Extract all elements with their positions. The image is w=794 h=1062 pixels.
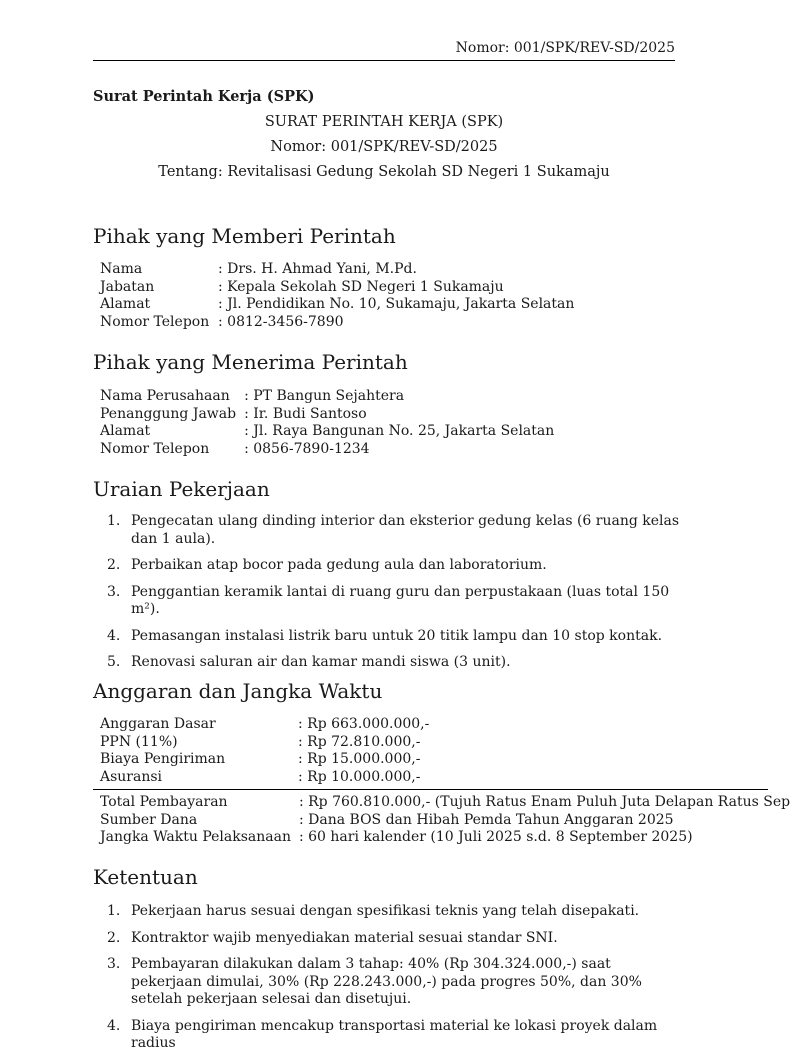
row-label: Jangka Waktu Pelaksanaan [100,829,291,845]
table-row [96,794,794,812]
section-heading-uraian: Uraian Pekerjaan [93,477,270,501]
list-item [93,628,683,646]
row-label: PPN (11%) [100,733,178,750]
row-value: : Rp 72.810.000,- [298,733,421,750]
row-label: Anggaran Dasar [100,716,216,732]
row-value: : Jl. Raya Bangunan No. 25, Jakarta Selatan [244,423,555,439]
row-value: : 60 hari kalender (10 Juli 2025 s.d. 8 September 2025) [298,829,693,845]
table-row [96,279,578,297]
item-number: 3. [107,956,121,972]
item-text: Pekerjaan harus sesuai dengan spesifikasi teknis yang telah disepakati. [131,903,640,919]
row-value: : Dana BOS dan Hibah Pemda Tahun Anggaran 2025 [298,811,674,828]
row-label: Alamat [100,296,151,312]
row-label: Penanggung Jawab [100,405,237,422]
title-line-1: SURAT PERINTAH KERJA (SPK) [264,114,504,130]
section-heading-penerima: Pihak yang Menerima Perintah [93,350,408,374]
item-text: Kontraktor wajib menyediakan material sesuai standar SNI. [131,929,558,946]
table-row [96,769,433,787]
header-rule [93,60,675,61]
item-text: Renovasi saluran air dan kamar mandi siswa (3 unit). [131,654,511,670]
list-item [93,513,683,548]
list-item [93,1018,683,1053]
list-item [93,956,683,1009]
table-row [96,751,433,769]
ketentuan-list [93,903,683,1062]
row-label: Nama Perusahaan [100,388,230,404]
penerima-table [96,388,558,458]
item-text: Perbaikan atap bocor pada gedung aula dan laboratorium. [131,557,547,573]
row-value: : Drs. H. Ahmad Yani, M.Pd. [218,261,417,277]
list-item [93,930,683,948]
list-item [93,903,683,921]
row-value: : Jl. Pendidikan No. 10, Sukamaju, Jakarta Selatan [218,296,575,312]
row-value: : Rp 663.000.000,- [298,716,430,732]
table-row [96,406,558,424]
item-text: Pembayaran dilakukan dalam 3 tahap: 40% (Rp 304.324.000,-) saat pekerjaan dimulai, 30% (Rp 228.243.000,-) pada progres 50%, dan 30% setelah pekerjaan selesai dan disetujui. [131,956,642,1007]
row-label: Nomor Telepon [100,313,210,330]
table-row [96,812,794,830]
item-number: 2. [107,557,121,573]
row-value: : Rp 10.000.000,- [298,768,421,785]
item-text: Biaya pengiriman mencakup transportasi material ke lokasi proyek dalam radius [131,1017,658,1051]
table-row [96,716,433,734]
table-row [96,734,433,752]
row-label: Jabatan [100,278,155,295]
document-label: Surat Perintah Kerja (SPK) [93,88,315,105]
row-value: : Rp 760.810.000,- (Tujuh Ratus Enam Puluh Juta Delapan Ratus Sep [298,794,791,810]
anggaran-summary-table [96,794,794,847]
section-heading-pemberi: Pihak yang Memberi Perintah [93,224,396,248]
row-value: : 0856-7890-1234 [244,440,370,457]
table-row [96,829,794,847]
row-label: Asuransi [100,768,163,785]
header-document-number: Nomor: 001/SPK/REV-SD/2025 [455,40,675,56]
list-item [93,557,683,575]
title-line-3: Tentang: Revitalisasi Gedung Sekolah SD Negeri 1 Sukamaju [158,164,610,180]
table-row [96,423,558,441]
item-number: 4. [107,1017,121,1034]
list-item [93,584,683,619]
item-number: 4. [107,627,121,644]
uraian-list [93,513,683,681]
row-label: Alamat [100,423,151,439]
row-value: : PT Bangun Sejahtera [244,388,405,404]
pemberi-table [96,261,578,331]
section-heading-anggaran: Anggaran dan Jangka Waktu [93,679,383,703]
row-value: : 0812-3456-7890 [218,313,344,330]
section-heading-ketentuan: Ketentuan [93,865,198,889]
item-number: 3. [107,583,121,600]
item-number: 2. [107,929,121,946]
title-line-2: Nomor: 001/SPK/REV-SD/2025 [270,139,498,155]
item-number: 5. [107,654,121,670]
table-row [96,296,578,314]
item-number: 1. [107,903,121,919]
list-item [93,654,683,672]
budget-divider [93,789,768,790]
row-label: Nama [100,261,143,277]
anggaran-table [96,716,433,786]
row-value: : Ir. Budi Santoso [244,405,367,422]
table-row [96,261,578,279]
item-number: 1. [107,513,121,529]
row-label: Total Pembayaran [100,794,228,810]
table-row [96,314,578,332]
row-label: Sumber Dana [100,811,198,828]
row-label: Biaya Pengiriman [100,751,226,767]
table-row [96,441,558,459]
row-label: Nomor Telepon [100,440,210,457]
item-text: Pemasangan instalasi listrik baru untuk 20 titik lampu dan 10 stop kontak. [131,627,663,644]
item-text: Pengecatan ulang dinding interior dan eksterior gedung kelas (6 ruang kelas dan 1 aula). [131,513,680,547]
row-value: : Rp 15.000.000,- [298,751,421,767]
item-text: Penggantian keramik lantai di ruang guru dan perpustakaan (luas total 150 m²). [131,583,670,617]
row-value: : Kepala Sekolah SD Negeri 1 Sukamaju [218,278,504,295]
table-row [96,388,558,406]
